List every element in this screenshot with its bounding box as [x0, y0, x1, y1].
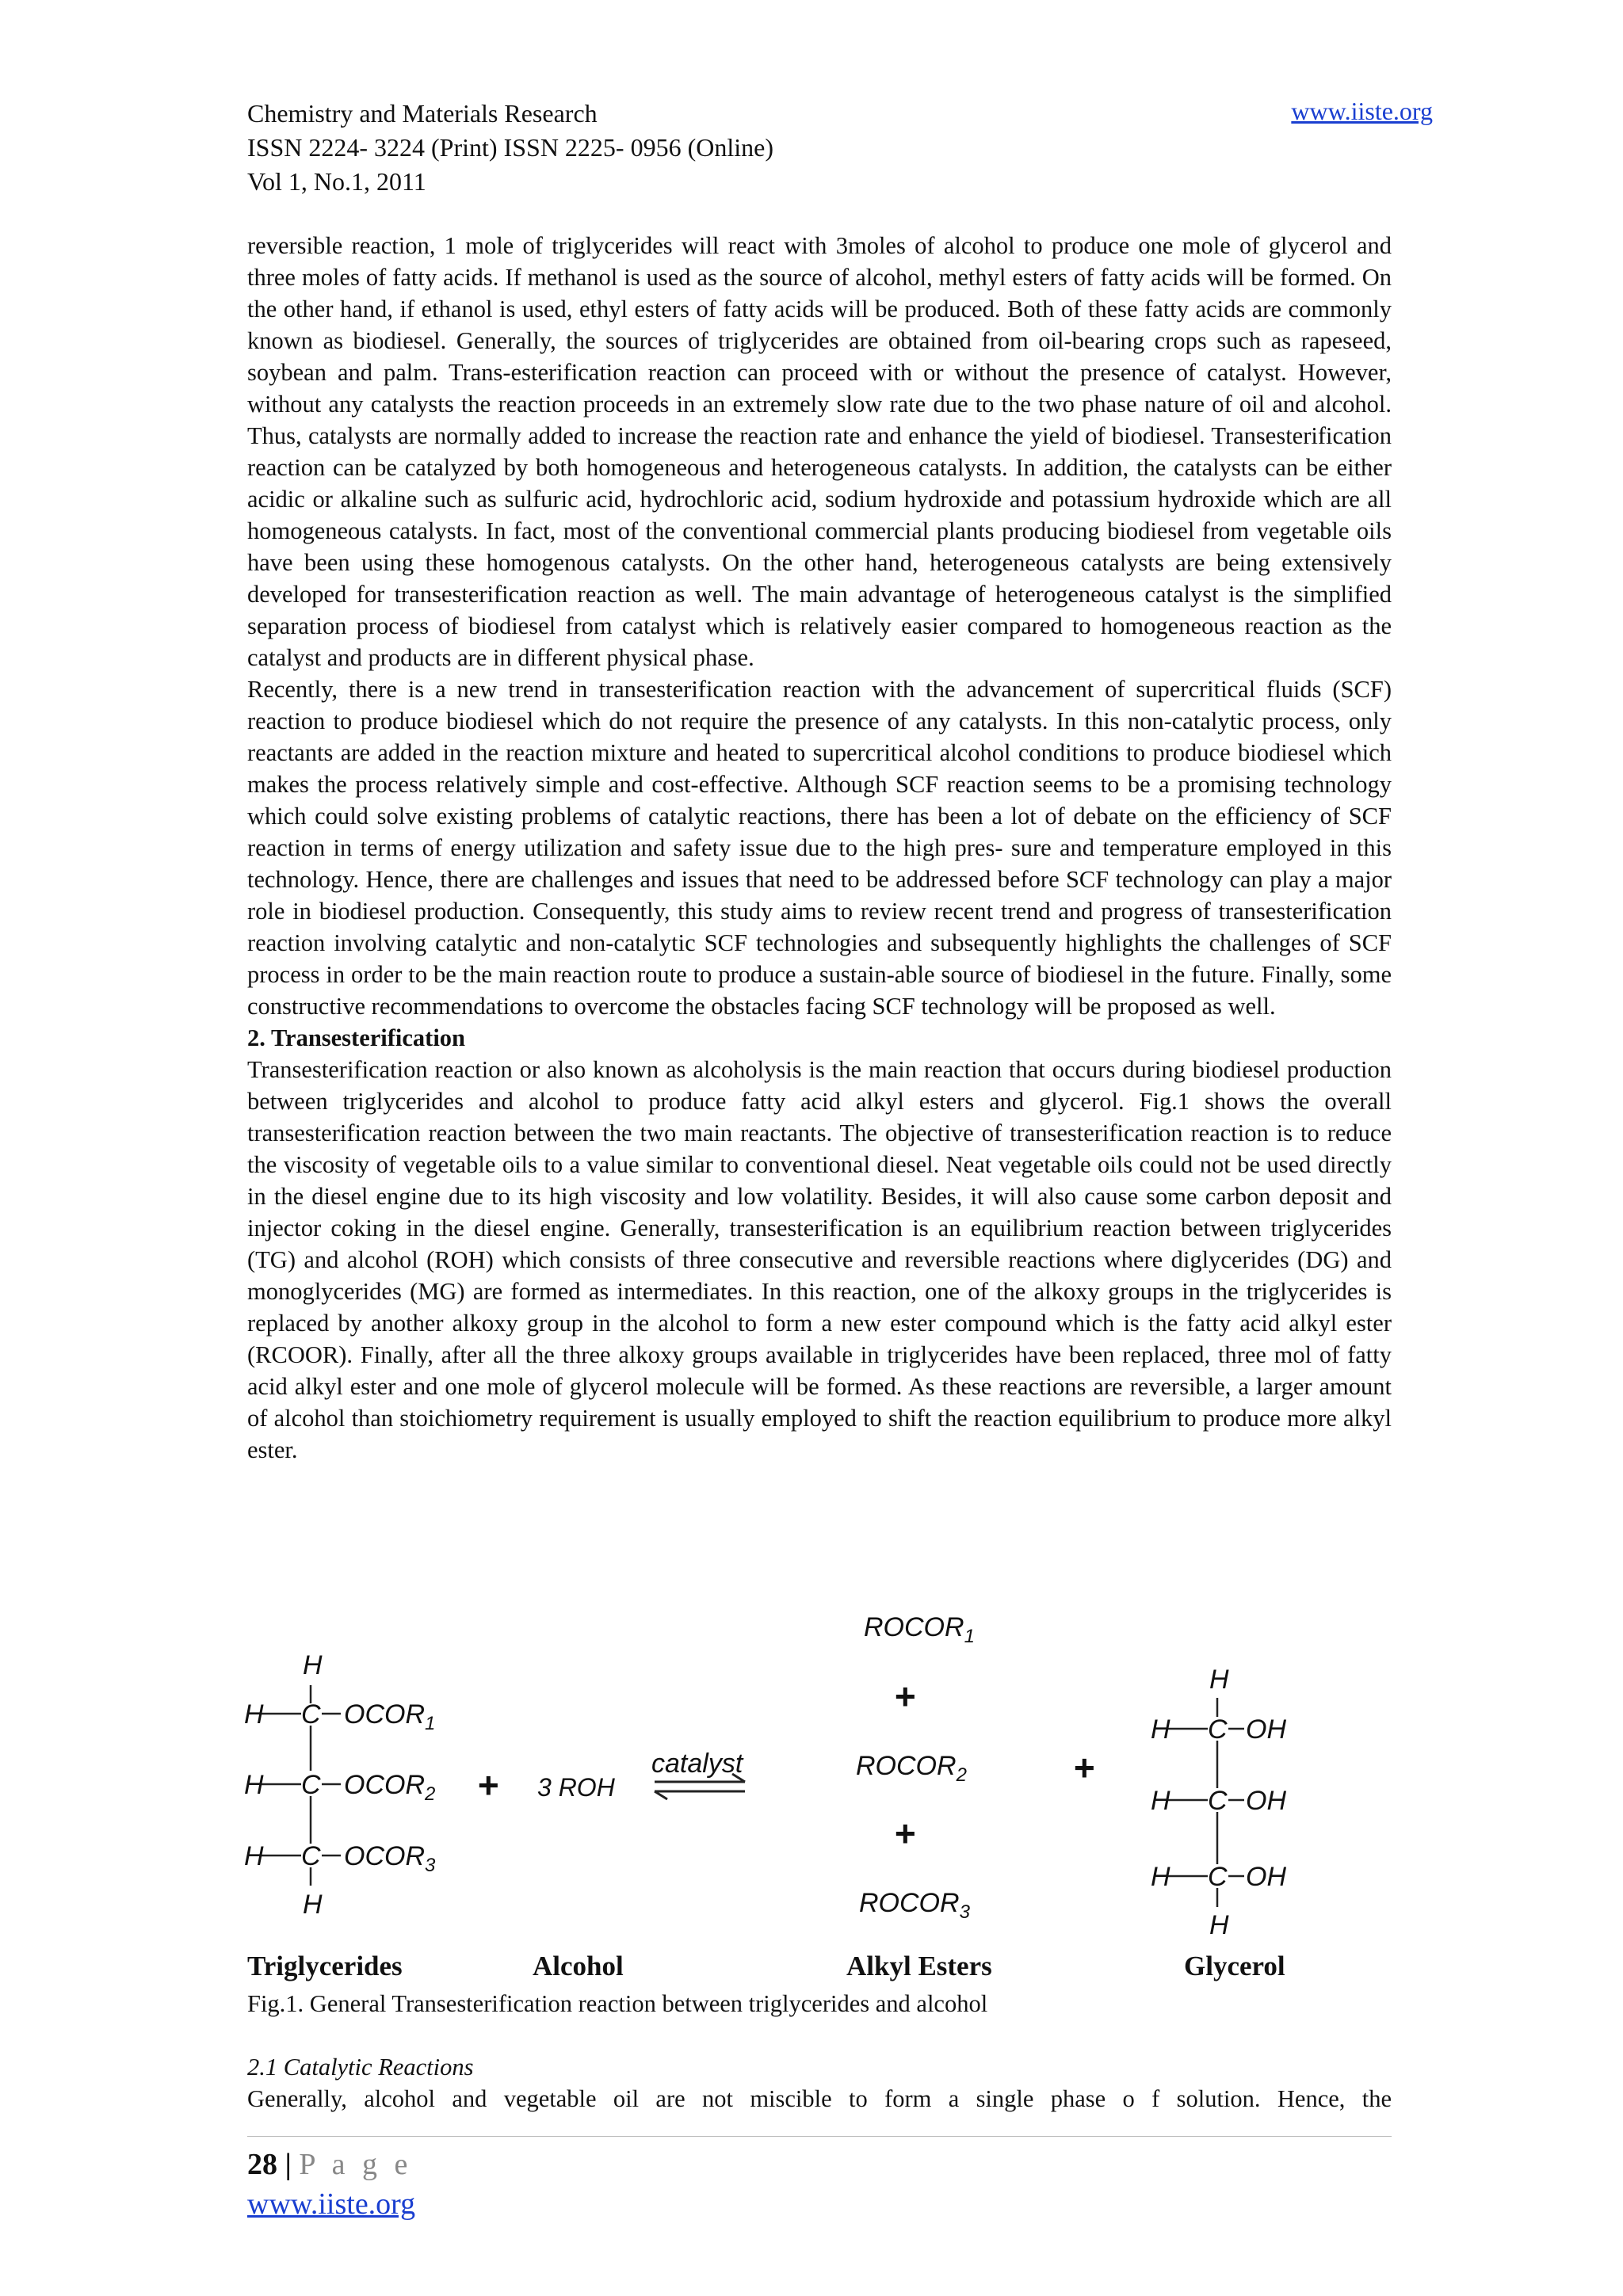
tg-h1: H	[244, 1699, 264, 1730]
journal-header	[247, 97, 773, 199]
ester-rocor3: $ROCOR_3$	[859, 1888, 970, 1923]
catalyst-label: catalyst	[651, 1749, 743, 1779]
ester-rocor1: $ROCOR_1$	[864, 1612, 975, 1647]
paragraph-3: Transesterification reaction or also known as alcoholysis is the main reaction that occurs during biodiesel production between triglycerides and alcohol to produce fatty acid alkyl esters and glycerol. Fig.1 shows the overall transesterification reaction between the two main reactants. The objective of transesterification reaction is to reduce the viscosity of vegetable oils to a value similar to conventional diesel. Neat vegetable oils could not be used directly in the diesel engine due to its high viscosity and low volatility. Besides, it will also cause some carbon deposit and injector coking in the diesel engine. Generally, transesterification is an equilibrium reaction between triglycerides (TG) and alcohol (ROH) which consists of three consecutive and reversible reactions where diglycerides (DG) and monoglycerides (MG) are formed as intermediates. In this reaction, one of the alkoxy groups in the triglycerides is replaced by another alkoxy group in the alcohol to form a new ester compound which is the fatty acid alkyl ester (RCOOR). Finally, after all the three alkoxy groups available in triglycerides have been replaced, three mol of fatty acid alkyl ester and one mole of glycerol molecule will be formed. As these reactions are reversible, a larger amount of alcohol than stoichiometry requirement is usually employed to shift the reaction equilibrium to produce more alkyl ester.	[247, 1056, 1392, 1463]
paragraph-2: Recently, there is a new trend in transesterification reaction with the advancement of supercritical fluids (SCF) reaction to produce biodiesel which do not require the presence of any catalysts. In this non-catalytic process, only reactants are added in the reaction mixture and heated to supercritical alcohol conditions to produce biodiesel which makes the process relatively simple and cost-effective. Although SCF reaction seems to be a promising technology which could solve existing problems of catalytic reactions, there has been a lot of debate on the efficiency of SCF reaction in terms of energy utilization and safety issue due to the high pres- sure and temperature employed in this technology. Hence, there are challenges and issues that need to be addressed before SCF technology can play a major role in biodiesel production. Consequently, this study aims to review recent trend and progress of transesterification reaction involving catalytic and non-catalytic SCF technologies and subsequently highlights the challenges of SCF process in order to be the main reaction route to produce a sustain-able source of biodiesel in the future. Finally, some constructive recommendations to overcome the obstacles facing SCF technology will be proposed as well.	[247, 676, 1392, 1020]
ester-rocor2: $ROCOR_2$	[856, 1751, 967, 1786]
gly-h1: H	[1151, 1714, 1170, 1745]
paragraph-4: Generally, alcohol and vegetable oil are not miscible to form a single phase o f solution. Hence, the	[247, 2085, 1392, 2112]
tg-ocor3: $OCOR_3$	[344, 1841, 436, 1876]
tg-c2: C	[301, 1770, 321, 1800]
gly-h3: H	[1151, 1862, 1170, 1892]
gly-oh1: OH	[1246, 1714, 1286, 1745]
label-triglycerides: Triglycerides	[247, 1951, 403, 1981]
gly-h2: H	[1151, 1786, 1170, 1816]
page-word: P a g e	[299, 2148, 413, 2181]
plus-sign: +	[894, 1813, 915, 1854]
tg-ocor2: $OCOR_2$	[344, 1770, 436, 1805]
plus-sign: +	[894, 1676, 915, 1717]
label-alcohol: Alcohol	[533, 1951, 624, 1981]
paragraph-1: reversible reaction, 1 mole of triglycerides will react with 3moles of alcohol to produce one mole of glycerol and three moles of fatty acids. If methanol is used as the source of alcohol, methyl esters of fatty acids will be formed. On the other hand, if ethanol is used, ethyl esters of fatty acids will be produced. Both of these fatty acids are commonly known as biodiesel. Generally, the sources of triglycerides are obtained from oil-bearing crops such as rapeseed, soybean and palm. Trans-esterification reaction can proceed with or without the presence of catalyst. However, without any catalysts the reaction proceeds in an extremely slow rate due to the two phase nature of oil and alcohol. Thus, catalysts are normally added to increase the reaction rate and enhance the yield of biodiesel. Transesterification reaction can be catalyzed by both homogeneous and heterogeneous catalysts. In addition, the catalysts can be either acidic or alkaline such as sulfuric acid, hydrochloric acid, sodium hydroxide and potassium hydroxide which are all homogeneous catalysts. In fact, most of the conventional commercial plants producing biodiesel from vegetable oils have been using these homogenous catalysts. On the other hand, heterogeneous catalysts are being extensively developed for transesterification reaction as well. The main advantage of heterogeneous catalyst is the simplified separation process of biodiesel from catalyst which is relatively easier compared to homogeneous reaction as the catalyst and products are in different physical phase.	[247, 232, 1392, 671]
journal-title: Chemistry and Materials Research	[247, 99, 598, 128]
subsection-title: 2.1 Catalytic Reactions	[247, 2054, 474, 2081]
gly-h-top: H	[1209, 1665, 1229, 1695]
label-alkyl-esters: Alkyl Esters	[846, 1951, 992, 1981]
plus-sign: +	[1073, 1747, 1094, 1788]
reaction-figure	[238, 1612, 1411, 2000]
journal-volume: Vol 1, No.1, 2011	[247, 167, 426, 196]
glycerol-bonds	[1168, 1698, 1244, 1907]
plus-sign: +	[477, 1764, 498, 1806]
tg-h-bottom: H	[303, 1890, 323, 1920]
journal-issn: ISSN 2224- 3224 (Print) ISSN 2225- 0956 (Online)	[247, 133, 773, 162]
section-title: 2. Transesterification	[247, 1024, 466, 1051]
footer-divider	[247, 2136, 1392, 2137]
body-text	[247, 230, 1392, 1466]
gly-h-bottom: H	[1209, 1910, 1229, 1940]
tg-ocor1: $OCOR_1$	[344, 1699, 436, 1734]
page-footer	[247, 2147, 412, 2182]
tg-h2: H	[244, 1770, 264, 1800]
gly-c2: C	[1208, 1786, 1228, 1816]
footer-website-link[interactable]: www.iiste.org	[247, 2187, 416, 2221]
tg-c3: C	[301, 1841, 321, 1871]
header-website-link[interactable]: www.iiste.org	[1291, 97, 1433, 125]
gly-oh2: OH	[1246, 1786, 1286, 1816]
gly-c3: C	[1208, 1862, 1228, 1892]
page-number: 28 |	[247, 2148, 292, 2181]
alcohol-formula: 3 ROH	[537, 1773, 615, 1802]
tg-c1: C	[301, 1699, 321, 1730]
label-glycerol: Glycerol	[1184, 1951, 1285, 1981]
gly-oh3: OH	[1246, 1862, 1286, 1892]
tg-h3: H	[244, 1841, 264, 1871]
tg-h-top: H	[303, 1650, 323, 1680]
figure-caption: Fig.1. General Transesterification reaction between triglycerides and alcohol	[247, 1990, 988, 2017]
reaction-diagram	[238, 1612, 1411, 1953]
gly-c1: C	[1208, 1714, 1228, 1745]
